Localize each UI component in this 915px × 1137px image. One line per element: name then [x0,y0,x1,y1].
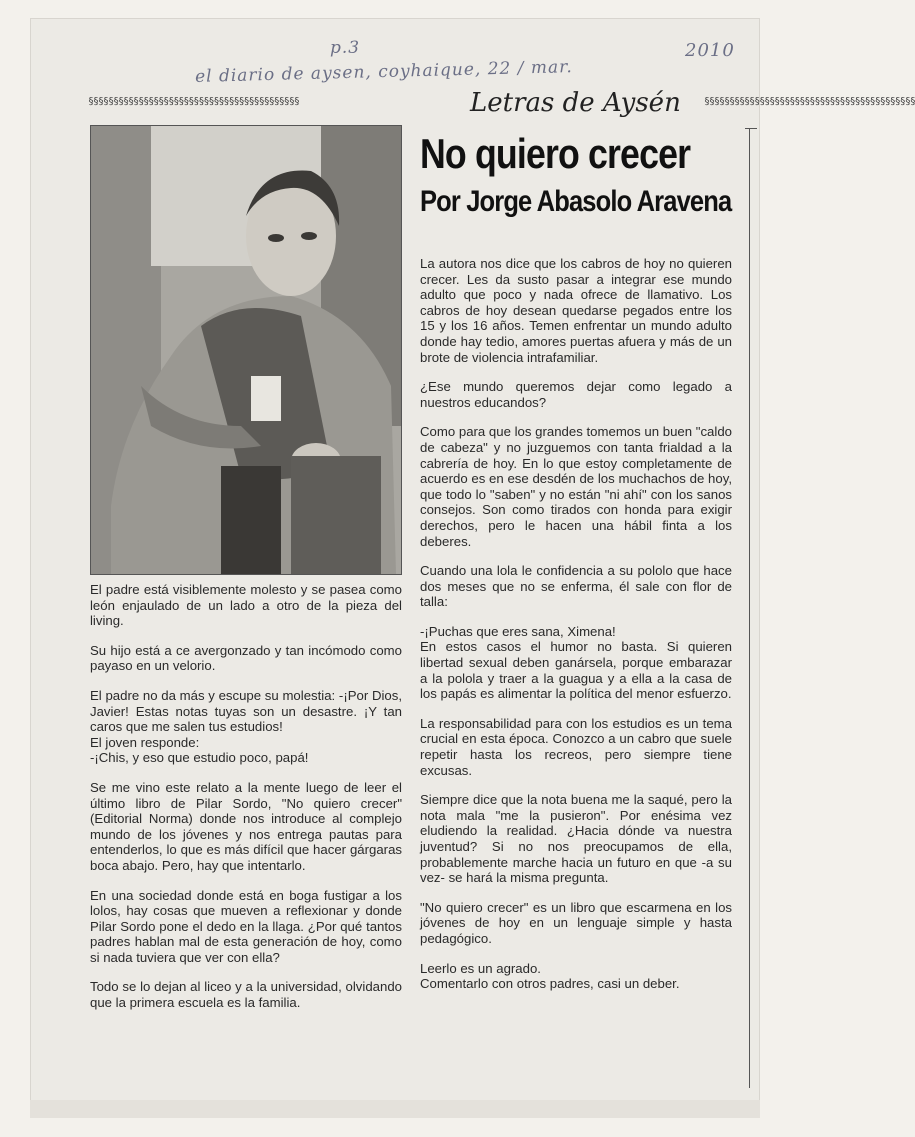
paragraph: Cuando una lola le confidencia a su pololo que hace dos meses que no se enferma, él sale con flor de talla: [420,563,732,610]
left-column [90,582,402,1025]
right-column [420,256,732,1006]
paragraph: Todo se lo dejan al liceo y a la universidad, olvidando que la primera escuela es la familia. [90,979,402,1011]
paragraph: Su hijo está a ce avergonzado y tan incómodo como payaso en un velorio. [90,642,402,674]
article-title: No quiero crecer [420,130,691,177]
paragraph: ¿Ese mundo queremos dejar como legado a nuestros educandos? [420,379,732,410]
section-title: Letras de Aysén [470,88,681,118]
paragraph: En una sociedad donde está en boga fustigar a los lolos, hay cosas que mueven a reflexionar y donde Pilar Sordo pone el dedo en la llaga. ¿Por qué tantos padres hablan mal de esta generación de hoy, como si nada tuviera que ver con ella? [90,887,402,965]
author-photo [90,125,402,575]
column-rule [749,128,750,1088]
paragraph: Se me vino este relato a la mente luego de leer el último libro de Pilar Sordo, "No quiero crecer" (Editorial Norma) donde nos introduce al complejo mundo de los jóvenes y nos entrega pautas para entenderlos, lo que es más difícil que hacer gárgaras boca abajo. Pero, hay que intentarlo. [90,779,402,873]
paragraph: La responsabilidad para con los estudios es un tema crucial en esta época. Conozco a un cabro que suele repetir hasta los recreos, pero siempre tiene excusas. [420,715,732,778]
paragraph: -¡Puchas que eres sana, Ximena! En estos casos el humor no basta. Si quieren libertad sexual deben ganársela, porque embarazar a la polola y traer a la guagua y a ella a la casa de los papás es alimentar la política del menor esfuerzo. [420,623,732,702]
paragraph: Leerlo es un agrado. Comentarlo con otros padres, casi un deber. [420,960,680,992]
paragraph: Siempre dice que la nota buena me la saqué, pero la nota mala "me la pusieron". Por enésima vez eludiendo la realidad. ¿Hacia dónde va nuestra juventud? Si no nos preocupamos de ella, probablemente marche hacia un futuro en que -a su vez- se hará la misma pregunta. [420,792,732,886]
torn-bottom-edge [30,1100,760,1118]
paragraph: La autora nos dice que los cabros de hoy no quieren crecer. Les da susto pasar a integrar ese mundo adulto que poco y nada ofrece de llamativo. Los cabros de hoy desean quedarse pegados entre los 15 y los 16 años. Temen enfrentar un mundo adulto donde hay tedio, amores puertas afuera y más de un brote de violencia intrafamiliar. [420,256,732,365]
handwritten-page-number: p.3 [330,38,361,58]
paragraph: El padre está visiblemente molesto y se pasea como león enjaulado de un lado a otro de la pieza del living. [90,582,402,629]
handwritten-source-note: el diario de aysen, coyhaique, 22 / mar. [194,57,574,87]
handwritten-year: 2010 [685,40,735,61]
section-ornament-right: §§§§§§§§§§§§§§§§§§§§§§§§§§§§§§§§§§§§§§§§§§ [704,96,915,107]
column-rule-cap [745,128,757,129]
article-headline [420,130,732,220]
paragraph: El padre no da más y escupe su molestia: -¡Por Dios, Javier! Estas notas tuyas son un desastre. ¡Y tan caros que me salen tus estudios! El joven responde: -¡Chis, y eso que estudio poco, papá! [90,687,402,766]
section-ornament-left: §§§§§§§§§§§§§§§§§§§§§§§§§§§§§§§§§§§§§§§§§§ [88,96,299,107]
paragraph: Como para que los grandes tomemos un buen "caldo de cabeza" y no juzguemos con tanta frialdad a la cabrería de hoy. En lo que estoy completamente de acuerdo es en ese desdén de los muchachos de hoy, que todo lo "saben" y no están "ni ahí" con los sanos consejos. Son como tirados con honda para exigir derechos, pero le hacen una hábil finta a los deberes. [420,424,732,549]
paragraph: "No quiero crecer" es un libro que escarmena en los jóvenes de hoy en un lenguaje simple y hasta pedagógico. [420,899,732,946]
man-seated-photo-icon [91,126,401,574]
article-byline: Por Jorge Abasolo Aravena [420,185,732,218]
